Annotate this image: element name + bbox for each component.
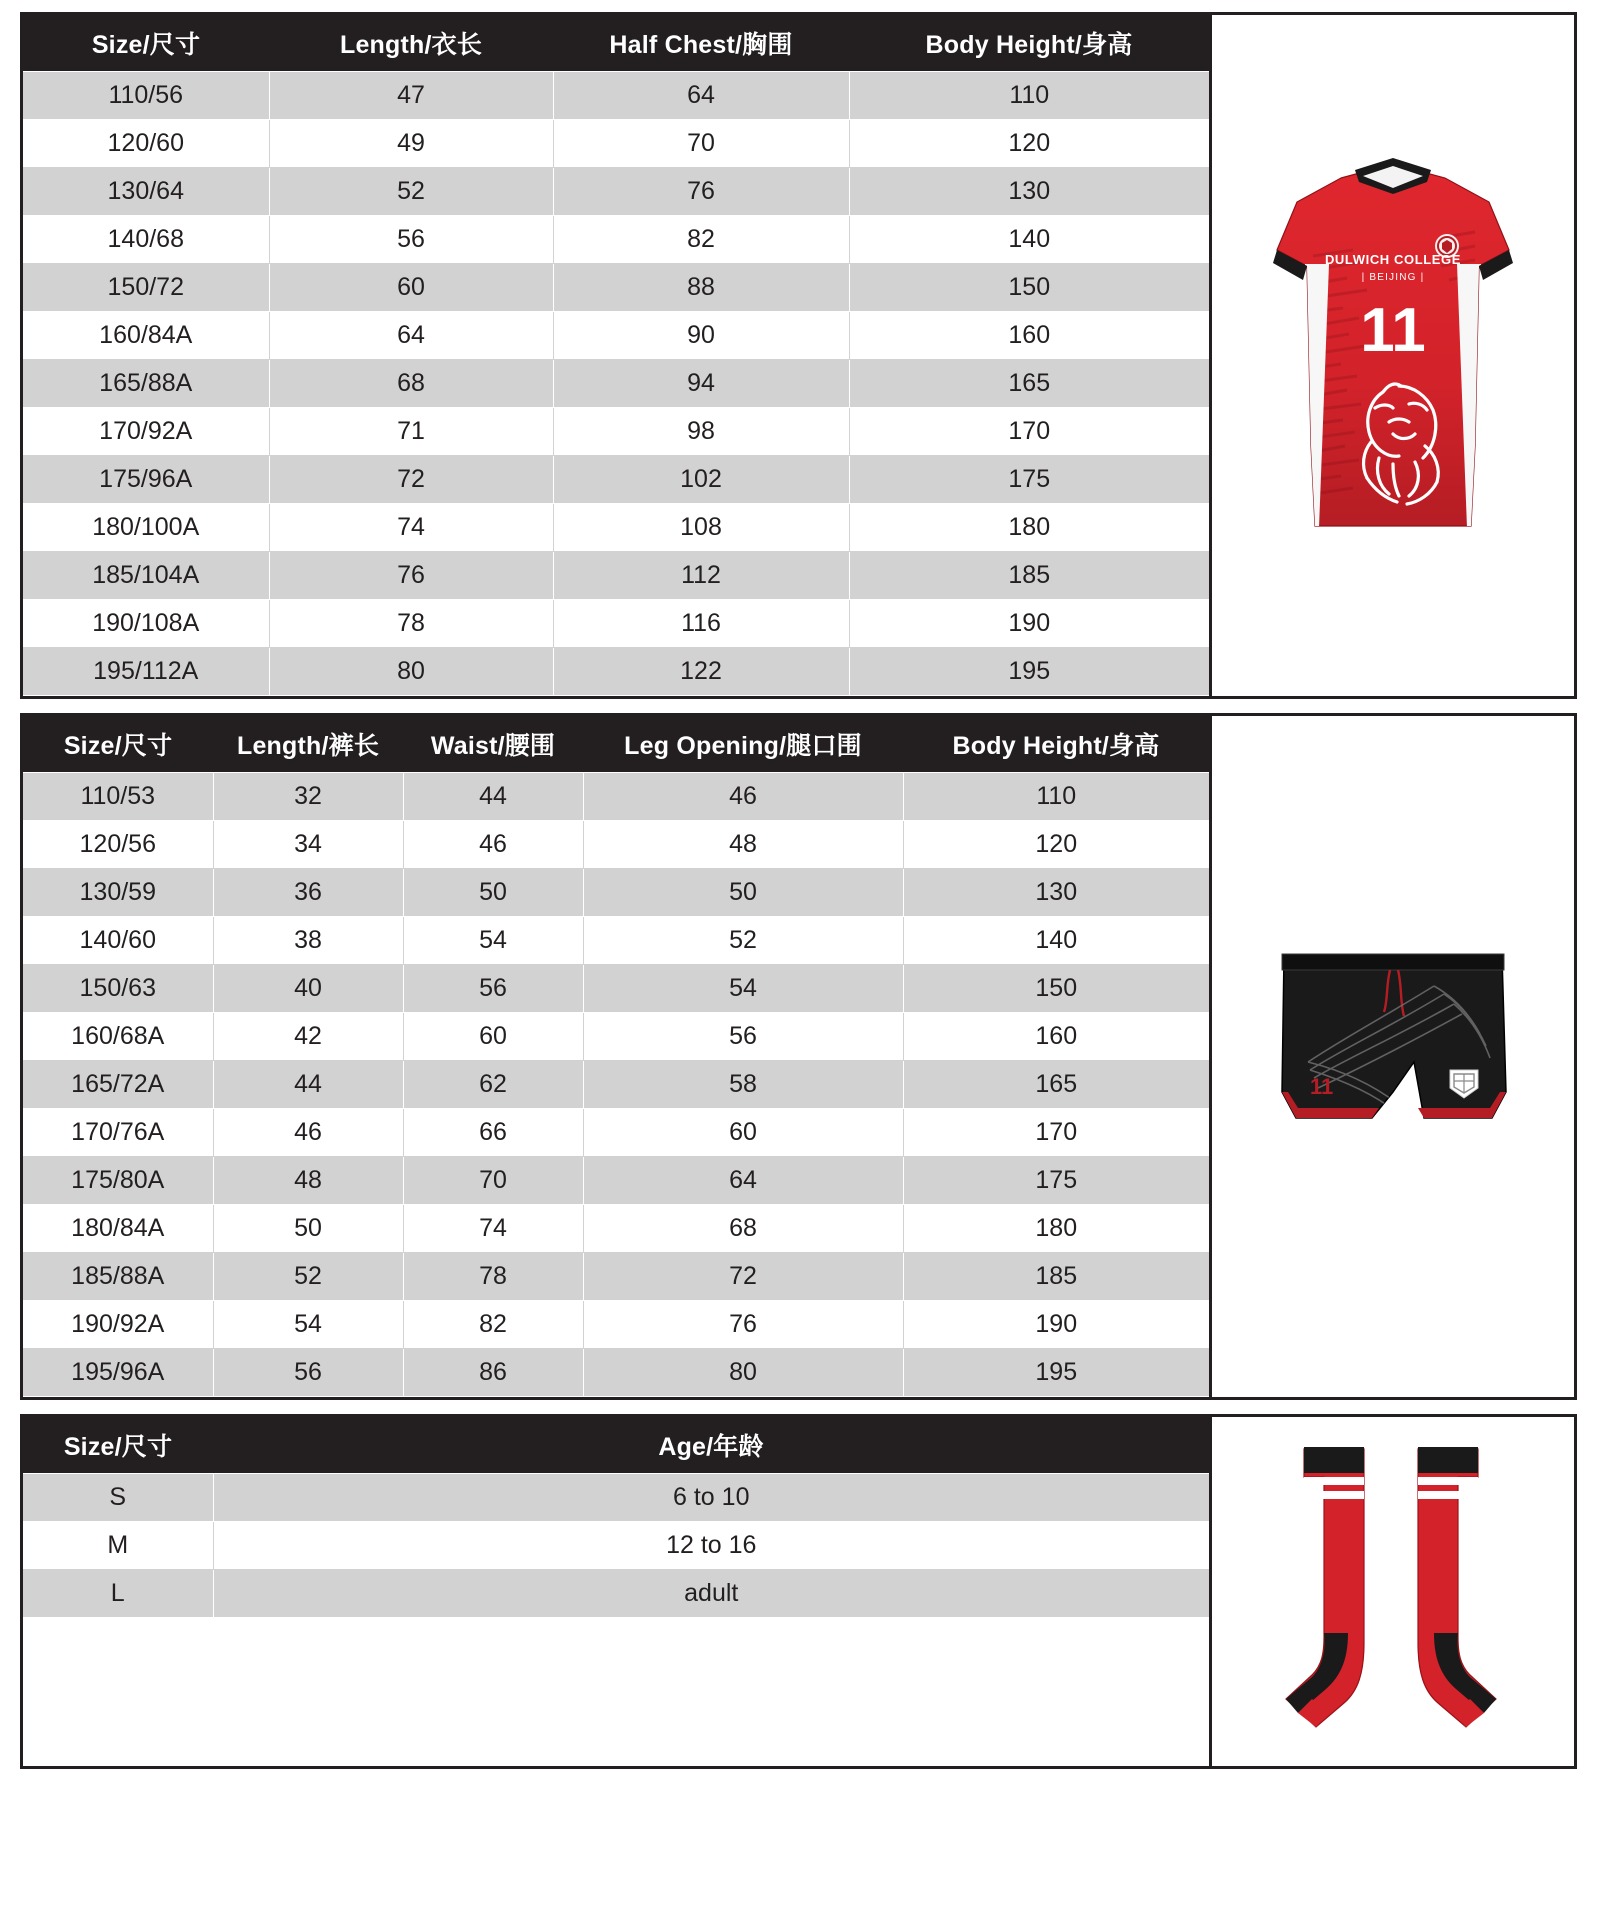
table-row: [23, 264, 1209, 312]
cell-leg-opening: 52: [583, 917, 903, 965]
cell-length: 52: [213, 1253, 403, 1301]
table-row: [23, 1109, 1209, 1157]
table-row: [23, 168, 1209, 216]
cell-length: 60: [269, 264, 553, 312]
cell-size: 175/80A: [23, 1157, 213, 1205]
cell-leg-opening: 60: [583, 1109, 903, 1157]
cell-half-chest: 76: [553, 168, 849, 216]
table-row: [23, 1349, 1209, 1397]
cell-length: 54: [213, 1301, 403, 1349]
cell-body-height: 150: [849, 264, 1209, 312]
cell-half-chest: 94: [553, 360, 849, 408]
cell-body-height: 165: [849, 360, 1209, 408]
table-row: [23, 773, 1209, 821]
cell-body-height: 150: [903, 965, 1209, 1013]
column-header-length: Length/衣长: [269, 15, 553, 72]
cell-body-height: 185: [903, 1253, 1209, 1301]
sock-right: [1418, 1447, 1496, 1727]
cell-size: 170/92A: [23, 408, 269, 456]
table-row: [23, 552, 1209, 600]
cell-size: 195/112A: [23, 648, 269, 696]
cell-length: 40: [213, 965, 403, 1013]
cell-body-height: 180: [849, 504, 1209, 552]
cell-length: 74: [269, 504, 553, 552]
cell-half-chest: 108: [553, 504, 849, 552]
cell-size: 190/108A: [23, 600, 269, 648]
cell-leg-opening: 56: [583, 1013, 903, 1061]
cell-leg-opening: 72: [583, 1253, 903, 1301]
cell-size: S: [23, 1474, 213, 1522]
jersey-brand-line2: | BEIJING |: [1361, 271, 1425, 283]
cell-leg-opening: 54: [583, 965, 903, 1013]
table-row: [23, 1253, 1209, 1301]
table-row: [23, 821, 1209, 869]
cell-waist: 78: [403, 1253, 583, 1301]
shorts-table-wrap: [23, 716, 1209, 1397]
cell-leg-opening: 58: [583, 1061, 903, 1109]
cell-size: 130/59: [23, 869, 213, 917]
cell-size: 120/60: [23, 120, 269, 168]
table-row: [23, 1522, 1209, 1570]
cell-size: 160/68A: [23, 1013, 213, 1061]
cell-body-height: 160: [849, 312, 1209, 360]
table-row: [23, 600, 1209, 648]
table-row: [23, 965, 1209, 1013]
cell-leg-opening: 76: [583, 1301, 903, 1349]
cell-size: 180/84A: [23, 1205, 213, 1253]
cell-body-height: 195: [849, 648, 1209, 696]
shorts-number: 11: [1310, 1073, 1334, 1099]
cell-body-height: 175: [903, 1157, 1209, 1205]
table-row: [23, 1205, 1209, 1253]
cell-length: 68: [269, 360, 553, 408]
cell-size: 110/56: [23, 72, 269, 120]
cell-size: 185/104A: [23, 552, 269, 600]
cell-body-height: 170: [849, 408, 1209, 456]
cell-waist: 44: [403, 773, 583, 821]
cell-size: 165/88A: [23, 360, 269, 408]
cell-waist: 82: [403, 1301, 583, 1349]
spacer-cell: [213, 1618, 1209, 1767]
shirt-image-cell: [1209, 15, 1574, 696]
table-row: [23, 504, 1209, 552]
cell-waist: 74: [403, 1205, 583, 1253]
cell-half-chest: 82: [553, 216, 849, 264]
cell-length: 64: [269, 312, 553, 360]
shirt-table-wrap: [23, 15, 1209, 696]
cell-waist: 56: [403, 965, 583, 1013]
socks-illustration: [1268, 1437, 1518, 1747]
cell-body-height: 165: [903, 1061, 1209, 1109]
cell-length: 46: [213, 1109, 403, 1157]
shorts-size-table: [23, 716, 1209, 1397]
cell-age: 6 to 10: [213, 1474, 1209, 1522]
table-row: [23, 1013, 1209, 1061]
table-spacer-row: [23, 1618, 1209, 1767]
cell-waist: 62: [403, 1061, 583, 1109]
cell-half-chest: 88: [553, 264, 849, 312]
cell-length: 47: [269, 72, 553, 120]
cell-length: 32: [213, 773, 403, 821]
table-row: [23, 1061, 1209, 1109]
table-row: [23, 1570, 1209, 1618]
table-row: [23, 120, 1209, 168]
column-header-body-height: Body Height/身高: [849, 15, 1209, 72]
cell-size: 165/72A: [23, 1061, 213, 1109]
cell-length: 44: [213, 1061, 403, 1109]
cell-length: 56: [213, 1349, 403, 1397]
cell-body-height: 140: [903, 917, 1209, 965]
cell-size: 150/63: [23, 965, 213, 1013]
column-header-waist: Waist/腰围: [403, 716, 583, 773]
cell-age: 12 to 16: [213, 1522, 1209, 1570]
table-row: [23, 917, 1209, 965]
cell-waist: 86: [403, 1349, 583, 1397]
cell-leg-opening: 48: [583, 821, 903, 869]
sock-left: [1286, 1447, 1364, 1727]
cell-length: 50: [213, 1205, 403, 1253]
cell-half-chest: 102: [553, 456, 849, 504]
table-row: [23, 1474, 1209, 1522]
cell-leg-opening: 80: [583, 1349, 903, 1397]
cell-body-height: 160: [903, 1013, 1209, 1061]
cell-half-chest: 70: [553, 120, 849, 168]
column-header-length: Length/裤长: [213, 716, 403, 773]
cell-length: 49: [269, 120, 553, 168]
cell-half-chest: 116: [553, 600, 849, 648]
column-header-body-height: Body Height/身高: [903, 716, 1209, 773]
column-header-size: Size/尺寸: [23, 15, 269, 72]
table-row: [23, 360, 1209, 408]
cell-waist: 50: [403, 869, 583, 917]
table-row: [23, 216, 1209, 264]
cell-leg-opening: 46: [583, 773, 903, 821]
cell-waist: 54: [403, 917, 583, 965]
cell-length: 36: [213, 869, 403, 917]
cell-length: 80: [269, 648, 553, 696]
cell-waist: 66: [403, 1109, 583, 1157]
cell-waist: 46: [403, 821, 583, 869]
table-row: [23, 1301, 1209, 1349]
cell-body-height: 190: [849, 600, 1209, 648]
cell-body-height: 120: [849, 120, 1209, 168]
cell-body-height: 140: [849, 216, 1209, 264]
column-header-half-chest: Half Chest/胸围: [553, 15, 849, 72]
column-header-size: Size/尺寸: [23, 716, 213, 773]
cell-size: 195/96A: [23, 1349, 213, 1397]
cell-body-height: 110: [849, 72, 1209, 120]
cell-size: 180/100A: [23, 504, 269, 552]
table-row: [23, 1157, 1209, 1205]
spacer-cell: [23, 1618, 213, 1767]
column-header-age: Age/年龄: [213, 1417, 1209, 1474]
shirt-size-table: [23, 15, 1209, 696]
cell-size: 110/53: [23, 773, 213, 821]
socks-size-table: [23, 1417, 1209, 1766]
table-row: [23, 408, 1209, 456]
cell-size: 120/56: [23, 821, 213, 869]
socks-size-panel: [20, 1414, 1577, 1769]
cell-size: 140/60: [23, 917, 213, 965]
cell-size: 130/64: [23, 168, 269, 216]
jersey-illustration: [1243, 146, 1543, 566]
cell-length: 38: [213, 917, 403, 965]
cell-length: 34: [213, 821, 403, 869]
cell-size: 190/92A: [23, 1301, 213, 1349]
shorts-image-cell: [1209, 716, 1574, 1397]
cell-body-height: 195: [903, 1349, 1209, 1397]
jersey-brand-line1: DULWICH COLLEGE: [1324, 251, 1462, 267]
table-row: [23, 456, 1209, 504]
table-row: [23, 72, 1209, 120]
jersey-number: 11: [1360, 295, 1426, 365]
cell-half-chest: 64: [553, 72, 849, 120]
cell-body-height: 180: [903, 1205, 1209, 1253]
column-header-leg-opening: Leg Opening/腿口围: [583, 716, 903, 773]
cell-size: 175/96A: [23, 456, 269, 504]
cell-length: 71: [269, 408, 553, 456]
cell-size: 170/76A: [23, 1109, 213, 1157]
table-header-row: [23, 716, 1209, 773]
cell-body-height: 190: [903, 1301, 1209, 1349]
socks-image-cell: [1209, 1417, 1574, 1766]
cell-body-height: 120: [903, 821, 1209, 869]
cell-leg-opening: 64: [583, 1157, 903, 1205]
table-header-row: [23, 1417, 1209, 1474]
shorts-illustration: [1248, 942, 1538, 1172]
cell-waist: 60: [403, 1013, 583, 1061]
shirt-size-panel: [20, 12, 1577, 699]
table-row: [23, 648, 1209, 696]
cell-body-height: 175: [849, 456, 1209, 504]
cell-size: M: [23, 1522, 213, 1570]
cell-size: 160/84A: [23, 312, 269, 360]
column-header-size: Size/尺寸: [23, 1417, 213, 1474]
cell-body-height: 185: [849, 552, 1209, 600]
cell-leg-opening: 68: [583, 1205, 903, 1253]
cell-body-height: 170: [903, 1109, 1209, 1157]
cell-half-chest: 98: [553, 408, 849, 456]
cell-length: 48: [213, 1157, 403, 1205]
cell-age: adult: [213, 1570, 1209, 1618]
cell-body-height: 110: [903, 773, 1209, 821]
cell-length: 56: [269, 216, 553, 264]
cell-size: L: [23, 1570, 213, 1618]
cell-length: 76: [269, 552, 553, 600]
cell-size: 150/72: [23, 264, 269, 312]
cell-length: 52: [269, 168, 553, 216]
table-row: [23, 312, 1209, 360]
table-row: [23, 869, 1209, 917]
cell-size: 185/88A: [23, 1253, 213, 1301]
cell-length: 78: [269, 600, 553, 648]
cell-half-chest: 122: [553, 648, 849, 696]
cell-waist: 70: [403, 1157, 583, 1205]
cell-size: 140/68: [23, 216, 269, 264]
cell-length: 42: [213, 1013, 403, 1061]
socks-table-wrap: [23, 1417, 1209, 1766]
cell-body-height: 130: [849, 168, 1209, 216]
cell-half-chest: 90: [553, 312, 849, 360]
cell-body-height: 130: [903, 869, 1209, 917]
table-header-row: [23, 15, 1209, 72]
cell-length: 72: [269, 456, 553, 504]
cell-leg-opening: 50: [583, 869, 903, 917]
cell-half-chest: 112: [553, 552, 849, 600]
shorts-size-panel: [20, 713, 1577, 1400]
